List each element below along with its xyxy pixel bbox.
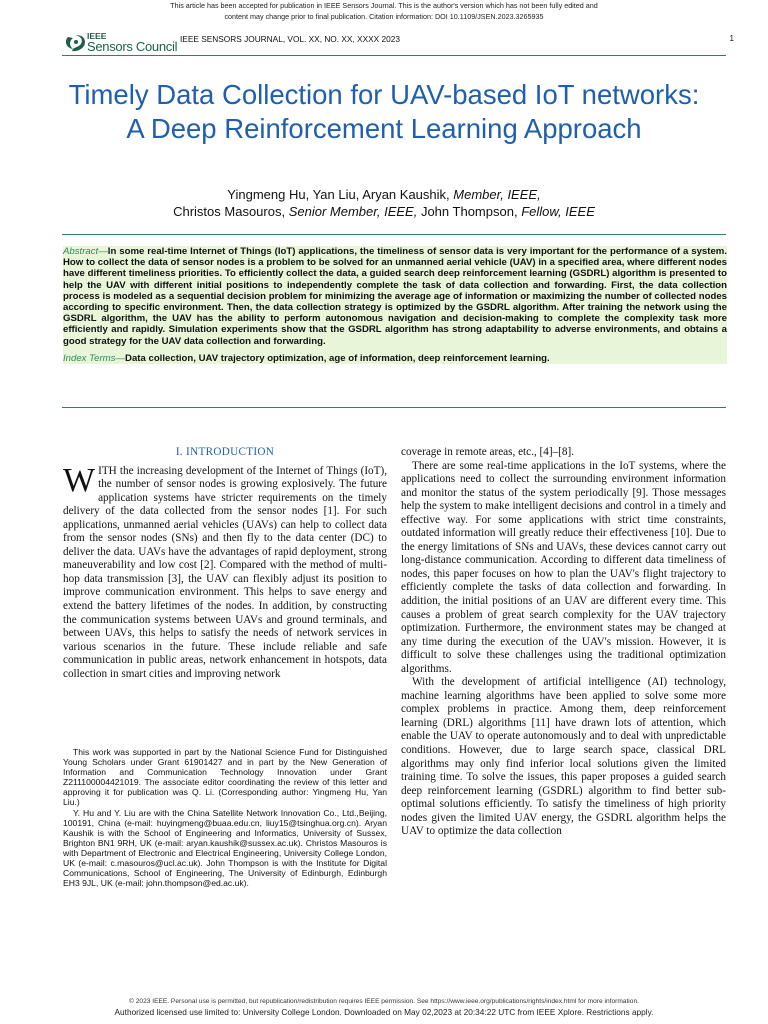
abstract-top-rule [62, 234, 726, 235]
notice-line-2: content may change prior to final publication. Citation information: DOI 10.1109/JSEN.2023.3265935 [224, 12, 544, 21]
abstract-paragraph [63, 246, 727, 347]
copyright-notice: © 2023 IEEE. Personal use is permitted, but republication/redistribution requires IEEE permission. See https://www.ieee.org/publications/rights/index.html for more information. [129, 998, 639, 1005]
section-heading-introduction: I. INTRODUCTION [175, 446, 275, 458]
paper-title: Timely Data Collection for UAV-based IoT networks: A Deep Reinforcement Learning Approach [68, 79, 700, 144]
author-role-thompson: Fellow, IEEE [521, 204, 595, 219]
intro-paragraph-1 [63, 461, 387, 682]
intro-paragraph-1-continued: coverage in remote areas, etc., [4]–[8]. [401, 446, 575, 458]
sensors-council-logo-icon [64, 33, 86, 53]
notice-line-1: This article has been accepted for publication in IEEE Sensors Journal. This is the author's version which has not been fully edited and [170, 1, 598, 10]
footnote-funding: This work was supported in part by the National Science Fund for Distinguished Young Scholars under Grant 61901427 and in part by the New Generation of Information and Communication Technology Innovation under Grant Z211100004421019. The associate editor coordinating the review of this letter and approving it for publication was Q. Li. (Corresponding author: Yingmeng Hu, Yan Liu.) [63, 747, 387, 808]
abstract-text: In some real-time Internet of Things (IoT) applications, the timeliness of sensor data is very important for the performance of a system. How to collect the data of sensor nodes is a problem to be solved for an unmanned aerial vehicle (UAV) in a specified area, where different nodes have different timeliness priorities. To efficiently collect the data, a guided search deep reinforcement learning (GSDRL) algorithm is presented to help the UAV with different initial positions to independently complete the task of data collection and forwarding. First, the data collection process is modeled as a sequential decision problem for minimizing the average age of information or maximizing the number of collected nodes according to specific environment. Then, the data collection strategy is optimized by the GSDRL algorithm. After training the network using the GSDRL algorithm, the UAV has the ability to perform autonomous navigation and decision-making to complete the complexity task more efficiently and rapidly. Simulation experiments show that the GSDRL algorithm has strong adaptability to adverse environments, and obtains a good strategy for the UAV data collection and forwarding. [63, 246, 727, 347]
author-list [60, 186, 708, 220]
abstract-box [63, 246, 727, 364]
acceptance-notice [0, 0, 768, 22]
index-terms-text: Data collection, UAV trajectory optimization, age of information, deep reinforcement learning. [125, 352, 550, 364]
author-role-masouros: Senior Member, IEEE, [288, 204, 418, 219]
index-terms [63, 353, 727, 364]
index-terms-label: Index Terms— [63, 352, 126, 364]
abstract-bottom-rule [62, 407, 726, 408]
left-column [63, 446, 387, 681]
page-number: 1 [729, 34, 734, 43]
right-column [401, 446, 726, 839]
ieee-sensors-council-logo [62, 30, 180, 56]
author-line-1 [60, 186, 708, 203]
logo-ieee-text: IEEE [87, 31, 107, 41]
intro-paragraph-2: There are some real-time applications in the IoT systems, where the applications need to collect the surrounding environment information and monitor the status of the system periodically [9]. Those messages help the system to make intelligent decisions and control in a timely and effective way. For some applications with strict time constraints, outdated information will greatly reduce their effectiveness [10]. Due to the energy limitations of SNs and UAVs, these devices cannot carry out long-distance communication. According to different data timeliness of nodes, this paper focuses on how to plan the UAV's flight trajectory to efficiently complete the tasks of data collection and forwarding. In addition, the initial positions of an UAV are different every time. This causes a problem of great search complexity for the UAV trajectory optimization. Furthermore, the environment states may be changed at any time during the execution of the UAV's mission. However, it is difficult to solve these challenges using the traditional optimization algorithms. [401, 459, 726, 675]
footnote-affiliations: Y. Hu and Y. Liu are with the China Satellite Network Innovation Co., Ltd.,Beijing, 100191, China (e-mail: huyingmeng@buaa.edu.cn, liuy15@tsinghua.org.cn). Aryan Kaushik is with the School of Engineering and Informatics, University of Sussex, Brighton BN1 9RH, UK (e-mail: aryan.kaushik@sussex.ac.uk). Christos Masouros is with Department of Electronic and Electrical Engineering, University College London, UK (e-mail: c.masouros@ucl.ac.uk). John Thompson is with the Institute for Digital Communications, School of Engineering, The University of Edinburgh, Edinburgh EH3 9JL, UK (e-mail: john.thompson@ed.ac.uk). [63, 807, 387, 889]
abstract-label: Abstract— [63, 246, 108, 257]
journal-citation: IEEE SENSORS JOURNAL, VOL. XX, NO. XX, XXXX 2023 [180, 34, 400, 44]
intro-paragraph-3: With the development of artificial intelligence (AI) technology, machine learning algorithms have been applied to solve some more complex problems in practice. Among them, deep reinforcement learning (DRL) algorithms [11] have drawn lots of attention, which enable the UAV to operate autonomously and to deal with unpredictable conditions. However, due to large search space, classical DRL algorithms may only find inferior local solutions given the limited training time. To solve the issues, this paper proposes a guided search deep reinforcement learning (GSDRL) algorithm to find better sub-optimal solutions efficiently. To satisfy the timeliness of high priority nodes given the limited UAV energy, the GSDRL algorithm helps the UAV to optimize the data collection [401, 676, 726, 838]
author-line-2 [60, 203, 708, 220]
author-role-1: Member, IEEE, [453, 187, 541, 202]
drop-cap: W [63, 461, 96, 499]
logo-sensors-council-text: Sensors Council [87, 39, 178, 54]
authorized-use-notice: Authorized licensed use limited to: University College London. Downloaded on May 02,2023 at 20:34:22 UTC from IEEE Xplore. Restrictions apply. [114, 1007, 654, 1017]
intro-paragraph-1-text: ITH the increasing development of the Internet of Things (IoT), the number of sensor nodes is growing explosively. The future application systems have stricter requirements on the timely delivery of the data collected from the sensor nodes [1]. For such applications, unmanned aerial vehicles (UAVs) can help to collect data from the sensor nodes (SNs) and then fly to the data center (DC) to deliver the data. UAVs have the advantages of rapid deployment, strong maneuverability and low cost [2]. Compared with the method of multi-hop data transmission [3], the UAV can flexibly adjust its position to improve communication environment. This helps to save energy and extend the battery lifetimes of the nodes. In addition, by constructing the communication systems between UAVs and ground terminals, and between UAVs, this helps to satisfy the needs of network services in various scenarios in the future. These include reliable and safe communication in public areas, network enhancement in hotspots, data collection in smart cities and improving network [63, 464, 387, 680]
header-rule [62, 55, 726, 56]
author-names-1: Yingmeng Hu, Yan Liu, Aryan Kaushik, [227, 187, 450, 202]
journal-header [62, 30, 738, 56]
footnote [63, 747, 387, 888]
author-name-thompson: John Thompson, [420, 204, 518, 219]
author-name-masouros: Christos Masouros, [173, 204, 286, 219]
